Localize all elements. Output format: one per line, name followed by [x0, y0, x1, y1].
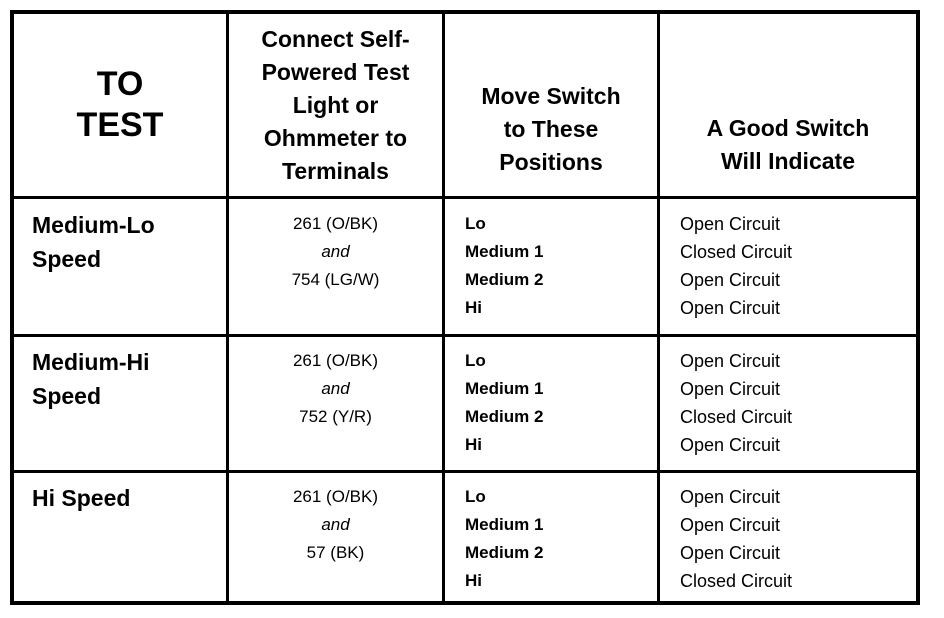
table-row-test-label: [14, 473, 226, 603]
test-label-line: Speed: [32, 246, 102, 272]
table-row-terminals: [229, 200, 442, 334]
header-move-switch-line: Move Switch: [481, 82, 621, 109]
terminal-value: 261 (O/BK): [292, 351, 379, 370]
switch-position: Lo: [465, 351, 486, 370]
terminal-value: 261 (O/BK): [292, 214, 379, 233]
switch-position: Medium 2: [465, 270, 544, 289]
terminal-value: 752 (Y/R): [299, 407, 372, 426]
indication-value: Open Circuit: [680, 214, 781, 234]
table-row-test-label: [14, 337, 226, 470]
header-connect-terminals: [229, 14, 442, 196]
header-move-switch-line: Positions: [499, 148, 603, 175]
switch-position: Medium 1: [465, 379, 544, 398]
header-connect-line: Light or: [292, 91, 379, 118]
indication-value: Open Circuit: [680, 435, 781, 455]
header-connect-line: Powered Test: [261, 58, 410, 85]
switch-position: Lo: [465, 487, 486, 506]
test-label-line: Hi Speed: [32, 485, 131, 511]
table-row-test-label: [14, 200, 226, 334]
table-row-indications: [660, 337, 916, 470]
terminal-value: 57 (BK): [306, 543, 365, 562]
switch-position: Lo: [465, 214, 486, 233]
terminal-value: 261 (O/BK): [292, 487, 379, 506]
terminal-value: 754 (LG/W): [291, 270, 380, 289]
indication-value: Open Circuit: [680, 270, 781, 290]
indication-value: Open Circuit: [680, 487, 781, 507]
terminal-and: and: [321, 515, 350, 534]
header-connect-line: Terminals: [282, 157, 389, 184]
switch-position: Medium 2: [465, 543, 544, 562]
terminal-and: and: [321, 379, 350, 398]
indication-value: Closed Circuit: [680, 242, 793, 262]
switch-position: Hi: [465, 298, 482, 317]
indication-value: Open Circuit: [680, 543, 781, 563]
switch-position: Hi: [465, 571, 482, 590]
table-row-positions: [445, 200, 657, 334]
switch-position: Medium 2: [465, 407, 544, 426]
test-label-line: Speed: [32, 383, 102, 409]
indication-value: Open Circuit: [680, 298, 781, 318]
table-row-indications: [660, 473, 916, 603]
header-good-switch: [660, 80, 916, 210]
switch-position: Hi: [465, 435, 482, 454]
switch-position: Medium 1: [465, 242, 544, 261]
header-connect-line: Connect Self-: [261, 25, 410, 52]
indication-value: Open Circuit: [680, 351, 781, 371]
switch-position: Medium 1: [465, 515, 544, 534]
indication-value: Open Circuit: [680, 379, 781, 399]
test-label-line: Medium-Lo: [32, 212, 155, 238]
header-move-switch-line: to These: [503, 115, 599, 142]
header-good-switch-line: Will Indicate: [721, 148, 855, 174]
indication-value: Closed Circuit: [680, 407, 793, 427]
header-move-switch: [445, 54, 657, 204]
indication-value: Closed Circuit: [680, 571, 793, 591]
header-to-test-line: TEST: [76, 106, 164, 144]
table-row-indications: [660, 200, 916, 334]
table-row-terminals: [229, 473, 442, 603]
test-label-line: Medium-Hi: [32, 349, 150, 375]
indication-value: Open Circuit: [680, 515, 781, 535]
header-to-test: [14, 14, 226, 196]
header-connect-line: Ohmmeter to: [263, 124, 408, 151]
table-row-positions: [445, 473, 657, 603]
header-good-switch-line: A Good Switch: [706, 115, 870, 141]
table-row-terminals: [229, 337, 442, 470]
header-to-test-line: TO: [96, 65, 144, 104]
table-row-positions: [445, 337, 657, 470]
terminal-and: and: [321, 242, 350, 261]
